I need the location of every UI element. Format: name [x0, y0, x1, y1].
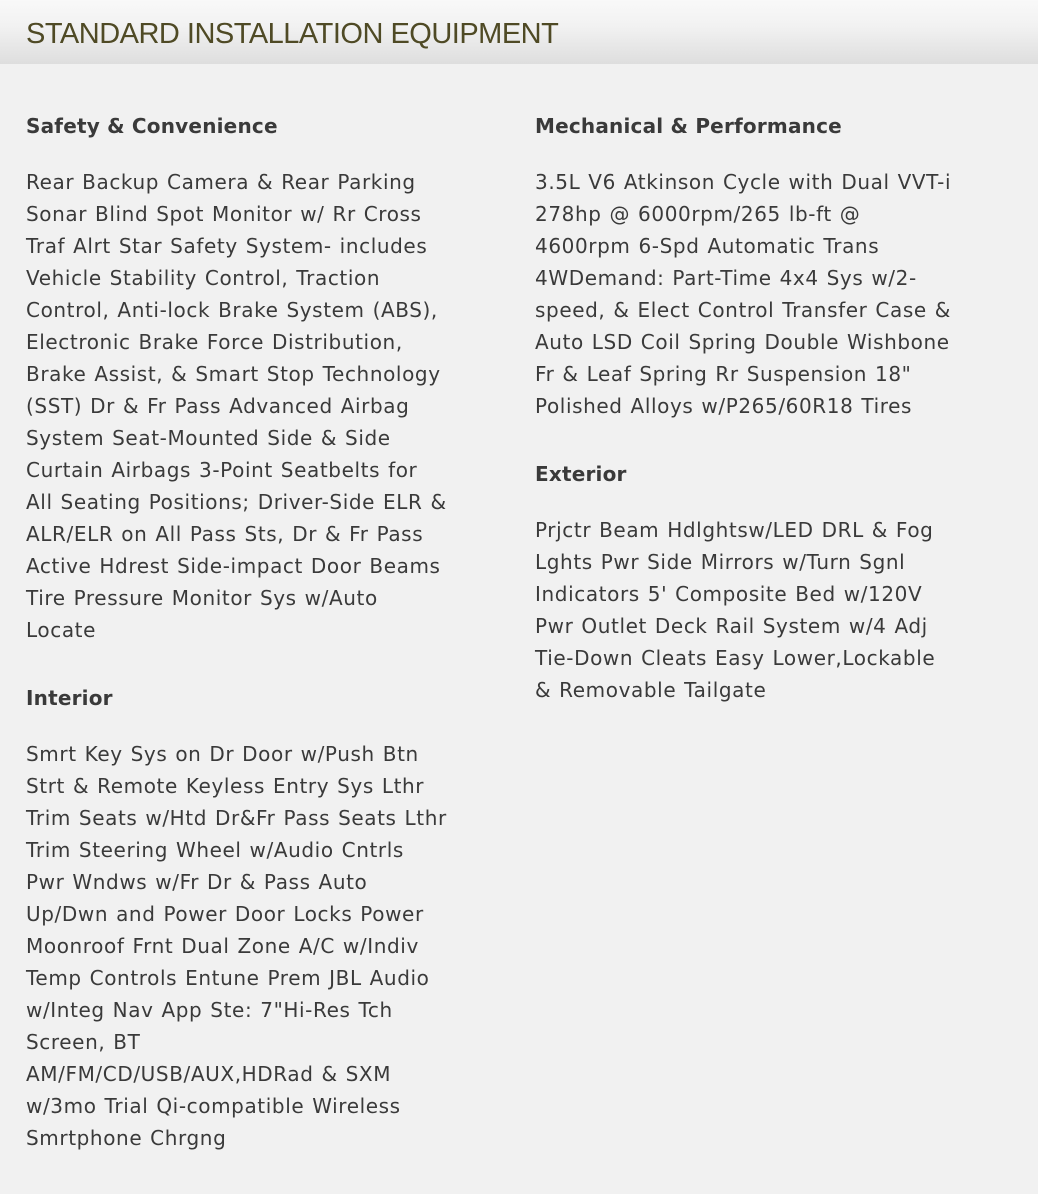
section-interior — [26, 684, 486, 1154]
equipment-text-line: Sonar Blind Spot Monitor w/ Rr Cross — [26, 202, 422, 226]
equipment-text-line: Smrt Key Sys on Dr Door w/Push Btn — [26, 742, 419, 766]
equipment-text-line: Rear Backup Camera & Rear Parking — [26, 170, 416, 194]
equipment-text-line: Electronic Brake Force Distribution, — [26, 330, 403, 354]
equipment-text-line: Active Hdrest Side-impact Door Beams — [26, 554, 441, 578]
section-heading-safety: Safety & Convenience — [26, 114, 278, 138]
equipment-text-line: Traf Alrt Star Safety System- includes — [26, 234, 428, 258]
equipment-text-line: Auto LSD Coil Spring Double Wishbone — [535, 330, 950, 354]
equipment-text-line: w/Integ Nav App Ste: 7"Hi-Res Tch — [26, 998, 393, 1022]
equipment-text-line: (SST) Dr & Fr Pass Advanced Airbag — [26, 394, 410, 418]
equipment-text-line: Temp Controls Entune Prem JBL Audio — [26, 966, 430, 990]
equipment-text-line: 4WDemand: Part-Time 4x4 Sys w/2- — [535, 266, 917, 290]
equipment-text-line: Tie-Down Cleats Easy Lower,Lockable — [535, 646, 936, 670]
equipment-text-line: Moonroof Frnt Dual Zone A/C w/Indiv — [26, 934, 419, 958]
equipment-text-line: Prjctr Beam Hdlghtsw/LED DRL & Fog — [535, 518, 934, 542]
equipment-text-line: 4600rpm 6-Spd Automatic Trans — [535, 234, 880, 258]
equipment-text-line: Up/Dwn and Power Door Locks Power — [26, 902, 424, 926]
equipment-content — [0, 64, 1038, 1194]
right-column — [535, 112, 1005, 744]
equipment-text-line: Locate — [26, 618, 97, 642]
equipment-text-line: All Seating Positions; Driver-Side ELR & — [26, 490, 447, 514]
section-body-safety — [26, 166, 486, 646]
section-body-mechanical — [535, 166, 1005, 422]
equipment-text-line: speed, & Elect Control Transfer Case & — [535, 298, 951, 322]
section-body-interior — [26, 738, 486, 1154]
equipment-text-line: Brake Assist, & Smart Stop Technology — [26, 362, 441, 386]
section-heading-mechanical: Mechanical & Performance — [535, 114, 842, 138]
equipment-text-line: Tire Pressure Monitor Sys w/Auto — [26, 586, 378, 610]
equipment-text-line: Pwr Outlet Deck Rail System w/4 Adj — [535, 614, 928, 638]
equipment-text-line: Screen, BT — [26, 1030, 141, 1054]
left-column — [26, 112, 486, 1192]
section-safety-convenience — [26, 112, 486, 646]
equipment-text-line: Polished Alloys w/P265/60R18 Tires — [535, 394, 913, 418]
equipment-text-line: AM/FM/CD/USB/AUX,HDRad & SXM — [26, 1062, 392, 1086]
section-heading-exterior: Exterior — [535, 462, 627, 486]
equipment-text-line: Trim Seats w/Htd Dr&Fr Pass Seats Lthr — [26, 806, 447, 830]
equipment-text-line: Trim Steering Wheel w/Audio Cntrls — [26, 838, 404, 862]
equipment-text-line: 3.5L V6 Atkinson Cycle with Dual VVT-i — [535, 170, 952, 194]
section-exterior — [535, 460, 1005, 706]
equipment-text-line: & Removable Tailgate — [535, 678, 767, 702]
equipment-text-line: Pwr Wndws w/Fr Dr & Pass Auto — [26, 870, 368, 894]
equipment-text-line: 278hp @ 6000rpm/265 lb-ft @ — [535, 202, 861, 226]
equipment-text-line: Lghts Pwr Side Mirrors w/Turn Sgnl — [535, 550, 906, 574]
section-mechanical-performance — [535, 112, 1005, 422]
equipment-text-line: Strt & Remote Keyless Entry Sys Lthr — [26, 774, 425, 798]
equipment-text-line: Fr & Leaf Spring Rr Suspension 18" — [535, 362, 912, 386]
page-title: STANDARD INSTALLATION EQUIPMENT — [26, 18, 559, 50]
equipment-text-line: Smrtphone Chrgng — [26, 1126, 227, 1150]
equipment-text-line: System Seat-Mounted Side & Side — [26, 426, 391, 450]
section-body-exterior — [535, 514, 1005, 706]
equipment-text-line: Indicators 5' Composite Bed w/120V — [535, 582, 923, 606]
equipment-text-line: w/3mo Trial Qi-compatible Wireless — [26, 1094, 401, 1118]
equipment-text-line: ALR/ELR on All Pass Sts, Dr & Fr Pass — [26, 522, 424, 546]
equipment-text-line: Vehicle Stability Control, Traction — [26, 266, 381, 290]
equipment-text-line: Curtain Airbags 3-Point Seatbelts for — [26, 458, 418, 482]
header-bar — [0, 0, 1038, 65]
equipment-text-line: Control, Anti-lock Brake System (ABS), — [26, 298, 438, 322]
section-heading-interior: Interior — [26, 686, 113, 710]
